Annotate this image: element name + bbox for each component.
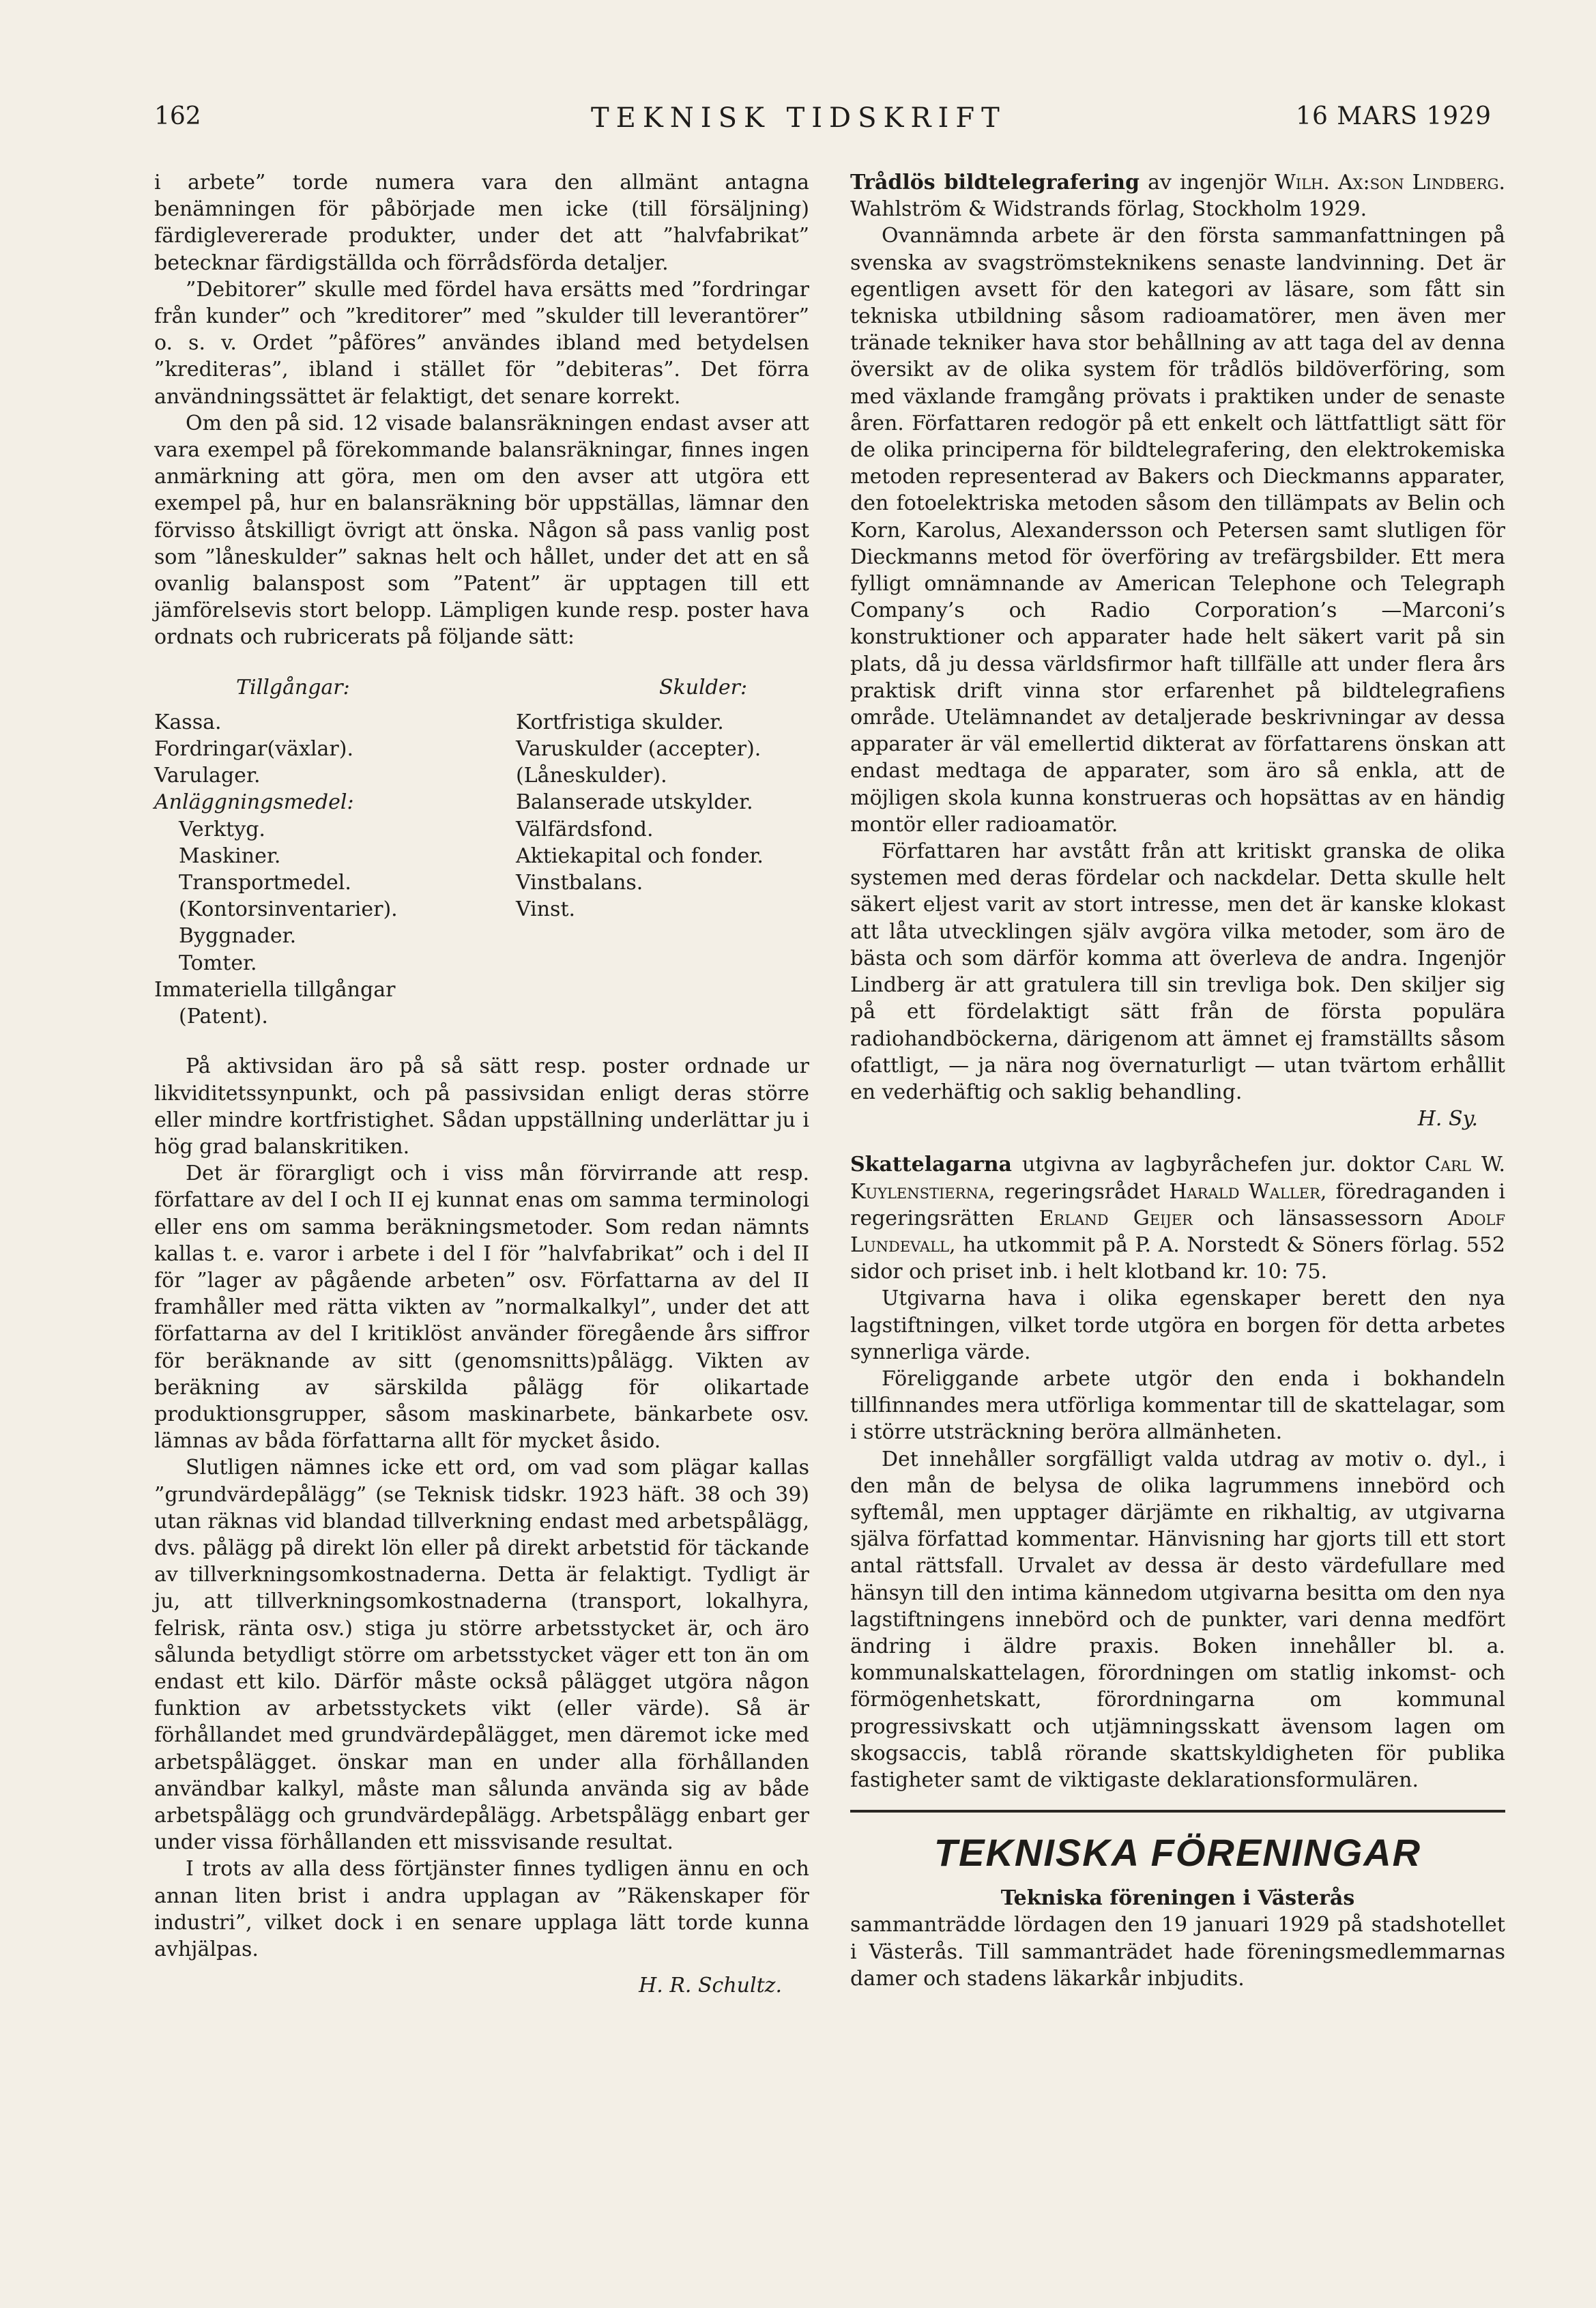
book-title: Skattelagarna [850, 1153, 1012, 1177]
paragraph: Utgivarna hava i olika egenskaper berett den nya lagstiftningen, vilket torde utgöra en borgen för detta arbetes synnerliga värde. [850, 1286, 1505, 1364]
left-column [154, 169, 809, 1999]
paragraph: Det innehåller sorgfälligt valda utdrag av motiv o. dyl., i den mån de belysa de olika lagrummens innebörd och syftemål, men upptager därjämte en rikhaltig, av utgivarna själva författad kommentar. Hänvisning har gjorts till ett stort antal rättsfall. Urvalet av dessa är desto värdefullare med hänsyn till den intima kännedom utgivarna besitta om den nya lagstiftningens innebörd och de punkter, vari denna medfört ändring i äldre praxis. Boken innehåller bl. a. kommunalskattelagen, förordningen om statlig inkomst- och förmögenhetskatt, förordningarna om kommunal progressivskatt och utjämningsskatt ävensom lagen om skogsaccis, tablå rörande skattskyldigheten för publika fastigheter samt de viktigaste deklarationsformulären. [850, 1447, 1505, 1792]
assets-heading: Tillgångar: [236, 675, 350, 699]
debt-item: Balanserade utskylder. [516, 790, 753, 815]
asset-item: Maskiner. [179, 843, 281, 868]
debt-item: Kortfristiga skulder. [516, 710, 724, 734]
asset-item: Varulager. [154, 764, 261, 788]
assets-column [154, 674, 516, 1030]
balance-sheet-layout [154, 674, 809, 1030]
paragraph: sammanträdde lördagen den 19 januari 1929 på stadshotellet i Västerås. Till sammanträdet hade föreningsmedlemmarnas damer och stadens läkarkår inbjudits. [850, 1913, 1505, 1991]
issue-date: 16 MARS 1929 [1296, 102, 1492, 130]
debts-heading: Skulder: [659, 675, 748, 699]
debts-column [516, 674, 809, 1030]
paragraph: Om den på sid. 12 visade balansräkningen endast avser att vara exempel på förekommande balansräkningar, finnes ingen anmärkning att göra, men om den avser att utgöra ett exempel på, hur en balansräkning bör uppställas, lämnar den förvisso åtskilligt övrigt att önska. Någon så pass vanlig post som ”låneskulder” saknas helt och hållet, under det att en så ovanlig balanspost som ”Patent” är upptagen till ett jämförelsevis stort belopp. Lämpligen kunde resp. poster hava ordnats och rubricerats på följande sätt: [154, 411, 809, 650]
asset-item: Fordringar(växlar). [154, 737, 353, 762]
paragraph: Föreliggande arbete utgör den enda i bokhandeln tillfinnandes mera utförliga kommentar till de skattelagar, som i större utsträckning beröra allmänheten. [850, 1366, 1505, 1445]
asset-item: (Kontorsinventarier). [179, 897, 398, 922]
journal-title: TEKNISK TIDSKRIFT [591, 102, 1006, 134]
editor-name: Erland Geijer [1039, 1206, 1193, 1230]
page-header [154, 102, 1492, 143]
editor-name: Carl W. Kuylenstierna [850, 1153, 1505, 1204]
author-signature: H. R. Schultz. [639, 1974, 782, 1998]
asset-item: Transportmedel. [179, 871, 351, 895]
asset-item: Tomter. [179, 951, 257, 975]
asset-item: Anläggningsmedel: [154, 790, 354, 815]
debt-item: Vinstbalans. [516, 871, 643, 895]
paragraph: I trots av alla dess förtjänster finnes tydligen ännu en och annan liten brist i andra upplagan av ”Räkenskaper för industri”, vilket dock i en senare upplaga lätt torde kunna avhjälpas. [154, 1857, 809, 1961]
paragraph: ”Debitorer” skulle med fördel hava ersätts med ”fordringar från kunder” och ”kreditorer” med ”skulder till leverantörer” o. s. v. Ordet ”påföres” användes ibland med betydelsen ”krediteras”, ibland i stället för ”debiteras”. Det förra användningssättet är felaktigt, det senare korrekt. [154, 277, 809, 409]
section-heading: TEKNISKA FÖRENINGAR [933, 1831, 1422, 1875]
right-column [850, 169, 1505, 1992]
asset-item: Byggnader. [179, 924, 297, 949]
paragraph: Det är förargligt och i viss mån förvirrande att resp. författare av del I och II ej kunnat enas om samma terminologi eller ens om samma beräkningsmetoder. Som redan nämnts kallas t. e. varor i arbete i del I för ”halvfabrikat” och i del II för ”lager av pågående arbeten” osv. Författarna av del II framhåller med rätta vikten av ”normalkalkyl”, under det att författarna av del I kritiklöst använder föregående års siffror för beräknande av sitt (genomsnitts)pålägg. Vikten av beräkning av särskilda pålägg för olikartade produktionsgrupper, såsom maskinarbete, bänkarbete osv. lämnas av båda författarna allt för mycket åsido. [154, 1162, 809, 1454]
paragraph: Slutligen nämnes icke ett ord, om vad som plägar kallas ”grundvärdepålägg” (se Teknisk tidskr. 1923 häft. 38 och 39) utan räknas vid blandad tillverkning endast med arbetspålägg, dvs. pålägg på direkt lön eller på direkt arbetstid för täckande av tillverkningsomkostnaderna. Detta är felaktigt. Tydligt är ju, att tillverkningsomkostnaderna (transport, lokalhyra, felrisk, ränta osv.) stiga ju större arbetsstycket är, och äro sålunda betydligt större om arbetsstycket väger ett ton än om endast ett kilo. Därför måste också pålägget utgöra någon funktion av arbetsstyckets vikt (eller värde). Så är förhållandet med grundvärdepålägget, men däremot icke med arbetspålägget. önskar man en under alla förhållanden användbar kalkyl, måste man sålunda använda sig av både arbetspålägg och grundvärdepålägg. Arbetspålägg enbart ger under vissa förhållanden ett missvisande resultat. [154, 1456, 809, 1855]
paragraph: Författaren har avstått från att kritiskt granska de olika systemen med deras fördelar och nackdelar. Detta skulle helt säkert eljest varit av stort intresse, men det är kanske klokast att låta utvecklingen själv avgöra vilka metoder, som äro de bästa och som därför komma att överleva de andra. Ingenjör Lindberg är att gratulera till sin trevliga bok. Den skiljer sig på ett fördelaktigt sätt från de första populära radiohandböckerna, därigenom att ämnet ej framställts såsom ofattligt, — ja nära nog övernaturligt — utan tvärtom erhållit en vederhäftig och saklig behandling. [850, 839, 1505, 1104]
paragraph: Ovannämnda arbete är den första sammanfattningen på svenska av svagströmsteknikens senaste landvinning. Det är egentligen avsett för den kategori av läsare, som fått sin tekniska utbildning såsom radioamatörer, men även mer tränade tekniker hava stor behållning av att taga del av denna översikt av de olika system för trådlös bildöverföring, som med växlande framgång prövats i praktiken under de senaste åren. Författaren redogör på ett enkelt och lättfattligt sätt för de olika principerna för bildtelegrafering, den elektrokemiska metoden representerad av Bakers och Dieckmanns apparater, den fotoelektriska metoden såsom den tillämpats av Belin och Korn, Karolus, Alexandersson och Petersen samt slutligen för Dieckmanns metod för överföring av trefärgsbilder. Ett mera fylligt omnämnande av American Telephone och Telegraph Company’s och Radio Corporation’s —Marconi’s konstruktioner och apparater hade helt säkert varit på sin plats, då ju dessa världsfirmor haft tillfälle att under flera års praktisk drift vinna stor erfarenhet på bildtelegrafiens område. Utelämnandet av detaljerade beskrivningar av dessa apparater är väl emellertid dikterat av författarens önskan att endast medtaga de apparater, som äro så enkla, att de möjligen skola kunna konstrueras och hopsättas av en händig montör eller radioamatör. [850, 224, 1505, 837]
asset-item: Kassa. [154, 710, 222, 734]
paragraph: i arbete” torde numera vara den allmänt antagna benämningen för påbörjade men icke (till försäljning) färdiglevererade produkter, under det att ”halvfabrikat” betecknar färdigställda och förrådsförda detaljer. [154, 171, 809, 275]
paragraph: På aktivsidan äro på så sätt resp. poster ordnade ur likviditetssynpunkt, och på passivsidan enligt deras större eller mindre kortfristighet. Sådan uppställning underlättar ju i hög grad balanskritiken. [154, 1054, 809, 1159]
debt-item: Välfärdsfond. [516, 817, 654, 841]
editor-name: Harald Waller [1169, 1179, 1320, 1204]
book-author: Wilh. Ax:son Lindberg. [1274, 171, 1506, 194]
review-signature: H. Sy. [1417, 1107, 1478, 1131]
debt-item: (Låneskulder). [516, 764, 667, 788]
review-heading: Skattelagarna utgivna av lagbyråchefen jur. doktor Carl W. Kuylenstierna, regeringsrådet Harald Waller, föredraganden i regeringsrätten Erland Geijer och länsassessorn Adolf Lundevall, ha utkommit på P. A. Norstedt & Söners förlag. 552 sidor och priset inb. i helt klotband kr. 10: 75. [850, 1153, 1506, 1284]
debts-list [516, 709, 809, 923]
assets-list [154, 709, 516, 1030]
asset-item: (Patent). [179, 1005, 268, 1029]
review-heading: Trådlös bildtelegrafering av ingenjör Wilh. Ax:son Lindberg. Wahlström & Widstrands förlag, Stockholm 1929. [850, 171, 1506, 222]
debt-item: Vinst. [516, 897, 576, 922]
editor-name: Adolf Lundevall [850, 1206, 1506, 1257]
society-heading: Tekniska föreningen i Västerås [1000, 1886, 1355, 1911]
asset-item: Verktyg. [179, 817, 265, 841]
debt-item: Aktiekapital och fonder. [516, 843, 764, 868]
asset-item: Immateriella tillgångar [154, 977, 396, 1002]
book-title: Trådlös bildtelegrafering [850, 171, 1140, 194]
section-rule [850, 1810, 1505, 1813]
debt-item: Varuskulder (accepter). [516, 737, 761, 762]
page-number: 162 [154, 102, 201, 130]
